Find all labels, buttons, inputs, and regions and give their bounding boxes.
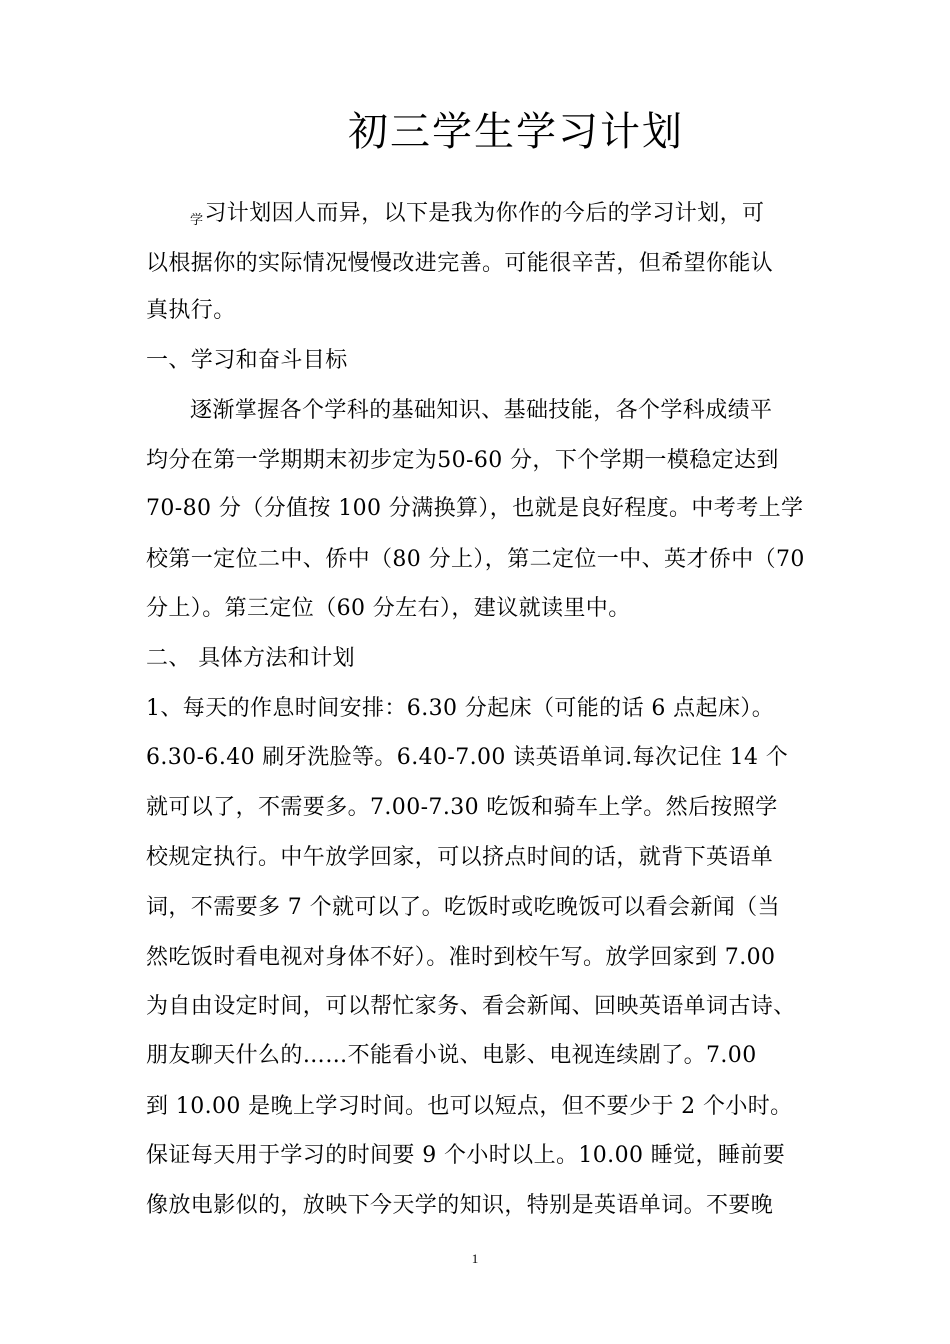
intro-line-2: 以根据你的实际情况慢慢改进完善。可能很辛苦，但希望你能认: [146, 251, 774, 276]
section-2-line-7: 为自由设定时间，可以帮忙家务、看会新闻、回映英语单词古诗、: [146, 994, 796, 1019]
section-2-line-9: 到 10.00 是晚上学习时间。也可以短点，但不要少于 2 个小时。: [146, 1094, 793, 1119]
page-number: 1: [471, 1251, 479, 1266]
section-2-line-5: 词，不需要多 7 个就可以了。吃饭时或吃晚饭可以看会新闻（当: [146, 895, 780, 920]
section-2-line-10: 保证每天用于学习的时间要 9 个小时以上。10.00 睡觉，睡前要: [146, 1143, 786, 1168]
section-1-line-2: 均分在第一学期期末初步定为50-60 分，下个学期一模稳定达到: [146, 448, 779, 473]
section-1-line-1: 逐渐掌握各个学科的基础知识、基础技能，各个学科成绩平: [190, 398, 773, 423]
document-title: 初三学生学习计划: [348, 109, 684, 155]
section-1-heading: 一、学习和奋斗目标: [146, 348, 348, 373]
section-2-line-6: 然吃饭时看电视对身体不好）。准时到校午写。放学回家到 7.00: [146, 945, 776, 970]
intro-line-1: [190, 199, 810, 236]
intro-small-mark: 学: [190, 213, 204, 228]
section-1-line-3: 70-80 分（分值按 100 分满换算），也就是良好程度。中考考上学: [146, 496, 804, 521]
section-2-line-8: 朋友聊天什么的……不能看小说、电影、电视连续剧了。7.00: [146, 1043, 757, 1068]
section-1-line-5: 分上）。第三定位（60 分左右），建议就读里中。: [146, 596, 631, 621]
section-2-line-4: 校规定执行。中午放学回家，可以挤点时间的话，就背下英语单: [146, 845, 774, 870]
intro-line-3: 真执行。: [146, 298, 236, 323]
section-2-line-1: 1、每天的作息时间安排：6.30 分起床（可能的话 6 点起床）。: [146, 696, 775, 721]
section-2-line-11: 像放电影似的，放映下今天学的知识，特别是英语单词。不要晚: [146, 1193, 774, 1218]
section-2-line-3: 就可以了，不需要多。7.00-7.30 吃饭和骑车上学。然后按照学: [146, 795, 778, 820]
intro-line-1-text: 习计划因人而异，以下是我为你作的今后的学习计划，可: [204, 201, 765, 226]
section-1-line-4: 校第一定位二中、侨中（80 分上），第二定位一中、英才侨中（70: [146, 547, 805, 572]
section-2-line-2: 6.30-6.40 刷牙洗脸等。6.40-7.00 读英语单词.每次记住 14 个: [146, 745, 789, 770]
section-2-heading: 二、 具体方法和计划: [146, 646, 355, 671]
